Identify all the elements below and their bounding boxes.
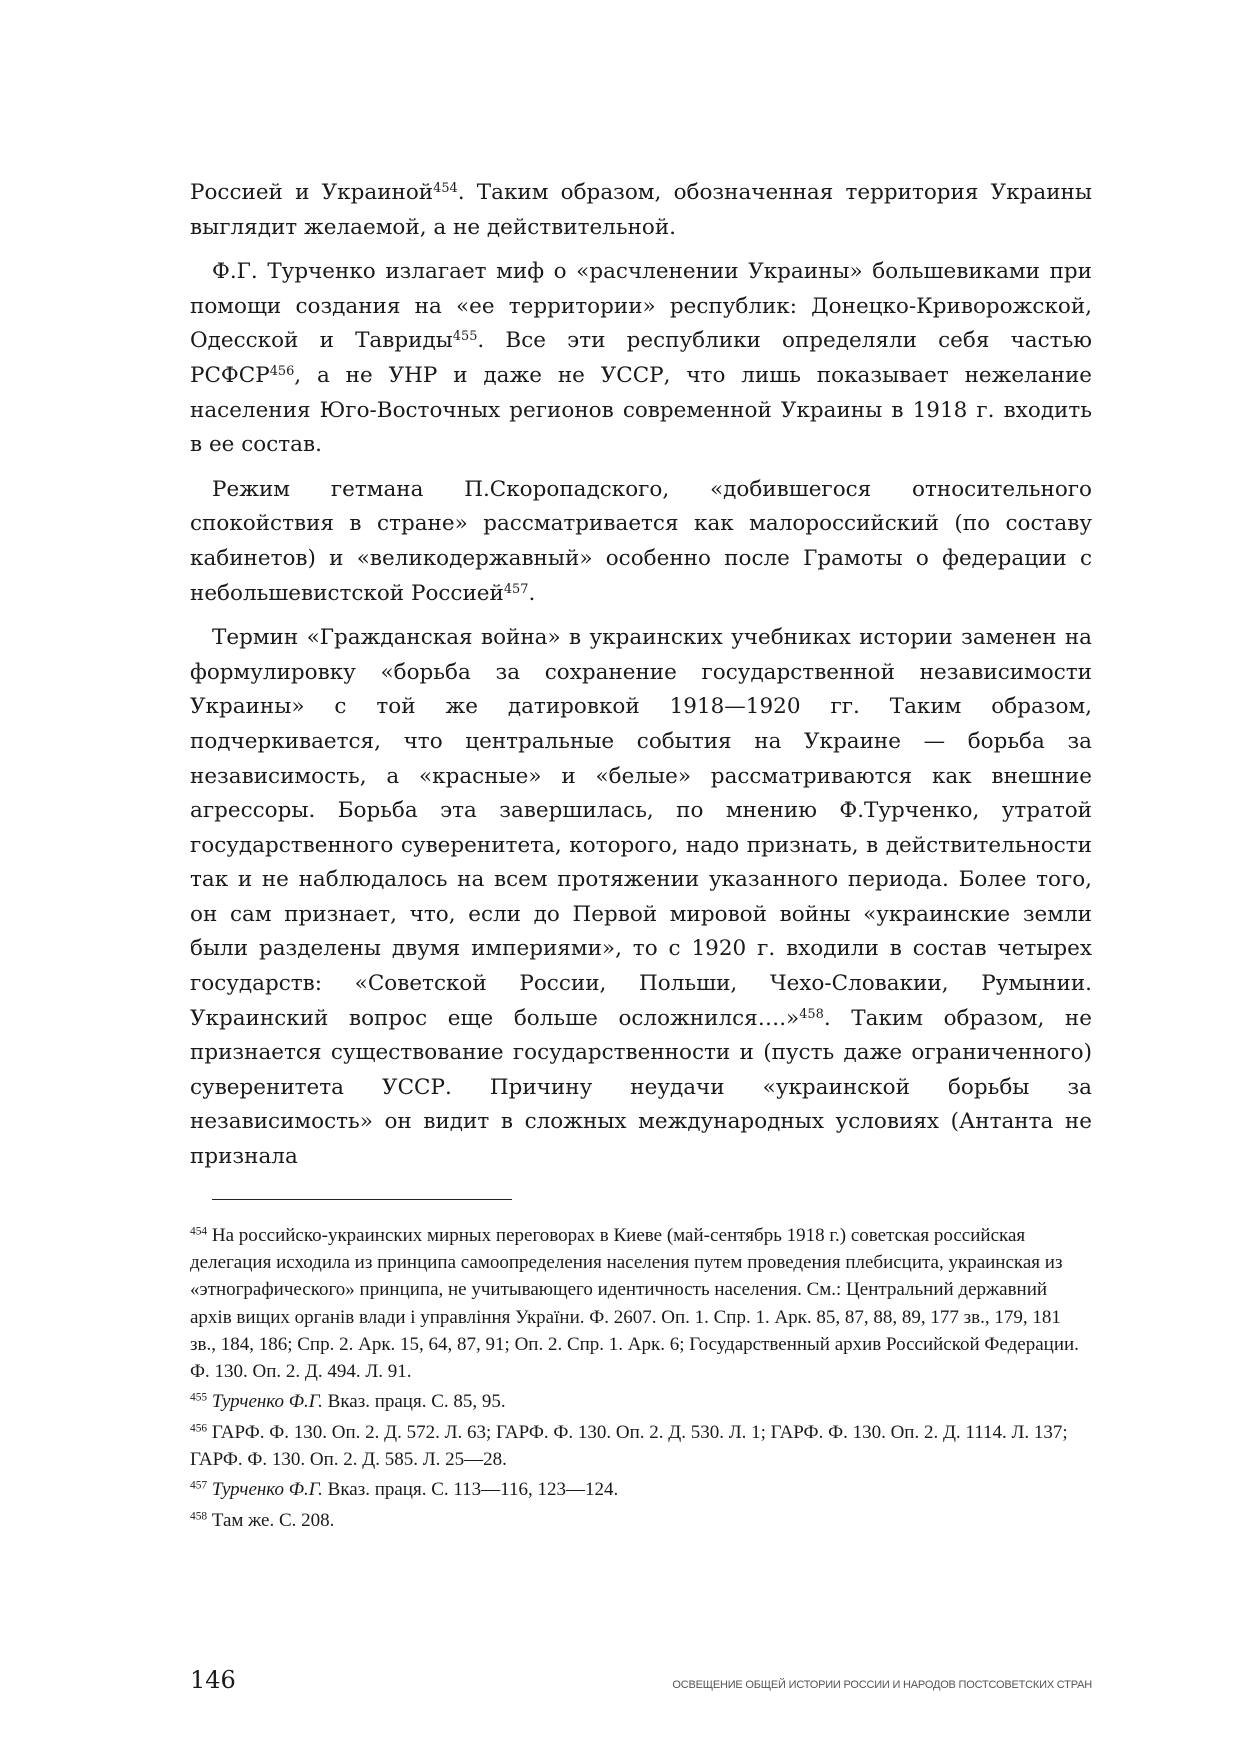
footnote <box>190 1222 1090 1386</box>
text-run: Россией и Украиной <box>190 180 434 205</box>
footnote-author: Турченко Ф.Г. <box>211 1479 323 1501</box>
paragraph <box>190 621 1092 1175</box>
text-run: Режим гетмана П.Скоропадского, «добившегося относительного спокойствия в стране» рассматривается как малороссийский (по составу кабинетов) и «великодержавный» особенно после Грамоты о федерации с небольшевистской Россией <box>190 476 1092 606</box>
running-title: ОСВЕЩЕНИЕ ОБЩЕЙ ИСТОРИИ РОССИИ И НАРОДОВ ПОСТСОВЕТСКИХ СТРАН <box>672 1679 1092 1691</box>
footnote-author: Турченко Ф.Г. <box>211 1391 323 1413</box>
footnote-number: 454 <box>190 1225 208 1238</box>
footnote-ref[interactable]: 455 <box>452 329 478 345</box>
footnote <box>190 1388 1090 1415</box>
footnote-text: Вказ. праця. С. 85, 95. <box>322 1391 506 1413</box>
paragraph <box>190 255 1092 463</box>
text-run: Термин «Гражданская война» в украинских учебниках истории заменен на формулировку «борьба за сохранение государственной независимости Украины» с той же датировкой 1918—1920 гг. Таким образом, подчеркивается, что центральные события на Украине — борьба за независимость, а «красные» и «белые» рассматриваются как внешние агрессоры. Борьба эта завершилась, по мнению Ф.Турченко, утратой государственного суверенитета, которого, надо признать, в действительности так и не наблюдалось на всем протяжении указанного периода. Более того, он сам признает, что, если до Первой мировой войны «украинские земли были разделены двумя империями», то с 1920 г. входили в состав четырех государств: «Советской России, Польши, Чехо-Словакии, Румынии. Украинский вопрос еще больше осложнился….» <box>190 625 1092 1031</box>
footnote <box>190 1507 1090 1534</box>
footnote-text: На российско-украинских мирных переговорах в Киеве (май-сентябрь 1918 г.) советская российская делегация исходила из принципа самоопределения населения путем проведения плебисцита, украинская из «этнографического» принципа, не учитывающего идентичность населения. См.: Центральний державний архів вищих органів влади і управління України. Ф. 2607. Оп. 1. Спр. 1. Арк. 85, 87, 88, 89, 177 зв., 179, 181 зв., 184, 186; Спр. 2. Арк. 15, 64, 87, 91; Оп. 2. Спр. 1. Арк. 6; Государственный архив Российской Федерации. Ф. 130. Оп. 2. Д. 494. Л. 91. <box>190 1224 1079 1383</box>
footnote-text: Вказ. праця. С. 113—116, 123—124. <box>322 1479 619 1501</box>
footnote-divider <box>212 1199 512 1200</box>
footnote-number: 457 <box>190 1480 208 1493</box>
footnote-number: 455 <box>190 1392 208 1405</box>
text-run: . Таким образом, не признается существование государственности и (пусть даже ограниченного) суверенитета УССР. Причину неудачи «украинской борьбы за независимость» он видит в сложных международных условиях (Антанта не признала <box>190 1005 1092 1170</box>
text-run: , а не УНР и даже не УССР, что лишь показывает нежелание населения Юго-Восточных регионов современной Украины в 1918 г. входить в ее состав. <box>190 362 1092 458</box>
paragraph <box>190 176 1092 245</box>
footnote-ref[interactable]: 458 <box>799 1006 824 1022</box>
footnote <box>190 1476 1090 1503</box>
footnote <box>190 1419 1090 1474</box>
text-run: . Все эти республики определяли себя частью РСФСР <box>190 328 1092 388</box>
text-run: . <box>528 580 536 606</box>
footnote-text: Там же. С. 208. <box>211 1509 335 1531</box>
footnote-number: 458 <box>190 1510 208 1523</box>
text-run: . Таким образом, обозначенная территория Украины выглядит желаемой, а не действительной. <box>190 180 1092 240</box>
page-footer <box>190 1666 1092 1694</box>
main-text <box>190 176 1092 1185</box>
spacer <box>190 1537 1092 1666</box>
footnote-text: ГАРФ. Ф. 130. Оп. 2. Д. 572. Л. 63; ГАРФ. Ф. 130. Оп. 2. Д. 530. Л. 1; ГАРФ. Ф. 130. Оп. 2. Д. 1114. Л. 137; ГАРФ. Ф. 130. Оп. 2. Д. 585. Л. 25—28. <box>190 1421 1068 1470</box>
paragraph <box>190 473 1092 611</box>
page-number: 146 <box>190 1666 236 1694</box>
footnotes <box>190 1222 1090 1537</box>
footnote-number: 456 <box>190 1422 208 1435</box>
footnote-ref[interactable]: 457 <box>503 581 529 597</box>
footnote-ref[interactable]: 456 <box>269 363 295 379</box>
text-run: Ф.Г. Турченко излагает миф о «расчленении Украины» большевиками при помощи создания на «ее территории» республик: Донецко-Криворожской, Одесской и Тавриды <box>190 259 1092 354</box>
footnote-ref[interactable]: 454 <box>433 180 458 196</box>
